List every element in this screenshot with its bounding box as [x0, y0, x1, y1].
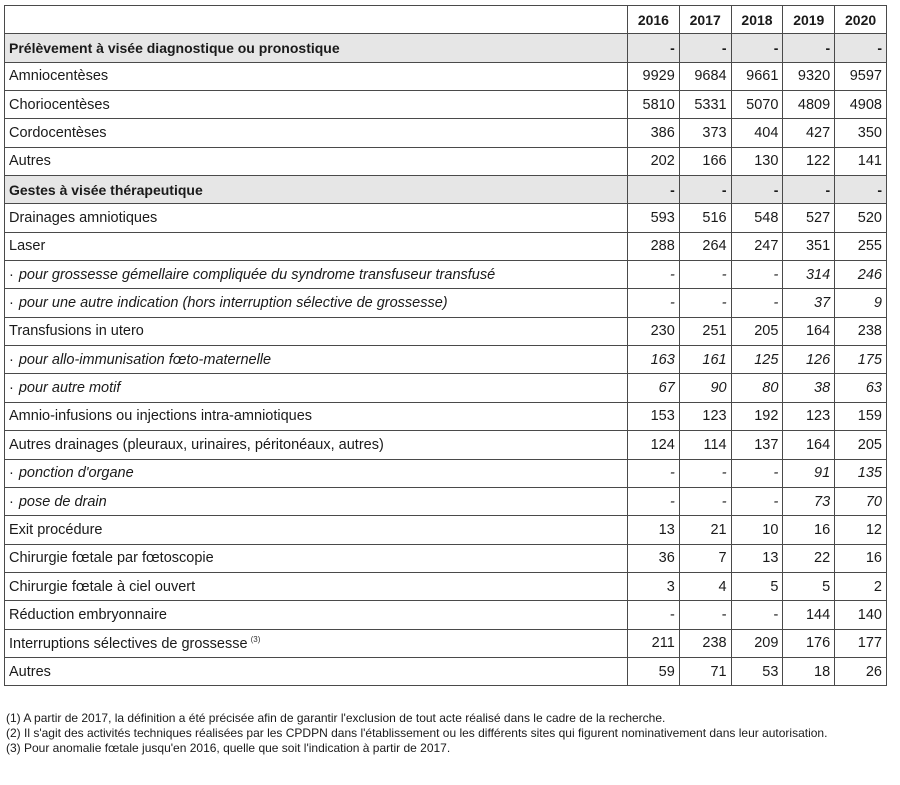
value-cell: 548 — [731, 204, 783, 232]
row-label-cell — [5, 289, 628, 317]
value-cell: 90 — [679, 374, 731, 402]
value-cell: - — [679, 601, 731, 629]
row-label-cell — [5, 516, 628, 544]
row-label: Transfusions in utero — [9, 323, 144, 340]
section-row — [5, 34, 887, 62]
value-cell: 163 — [628, 346, 680, 374]
value-cell: 9 — [835, 289, 887, 317]
value-cell: 137 — [731, 431, 783, 459]
value-cell: 386 — [628, 119, 680, 147]
value-cell: 9684 — [679, 62, 731, 90]
value-cell: 5 — [731, 572, 783, 600]
sub-row — [5, 346, 887, 374]
sub-row — [5, 261, 887, 289]
footnote: (3) Pour anomalie fœtale jusqu'en 2016, quelle que soit l'indication à partir de 2017. — [6, 741, 451, 755]
value-cell: 593 — [628, 204, 680, 232]
value-cell: - — [628, 289, 680, 317]
bullet-dot-icon: · — [9, 465, 14, 482]
value-cell: 124 — [628, 431, 680, 459]
value-cell: 251 — [679, 317, 731, 345]
value-cell: 314 — [783, 261, 835, 289]
value-cell: 246 — [835, 261, 887, 289]
value-cell: 9597 — [835, 62, 887, 90]
value-cell: 9929 — [628, 62, 680, 90]
value-cell: - — [628, 34, 680, 62]
row-label-cell — [5, 572, 628, 600]
value-cell: 288 — [628, 232, 680, 260]
value-cell: 22 — [783, 544, 835, 572]
value-cell: - — [731, 601, 783, 629]
value-cell: - — [731, 459, 783, 487]
value-cell: 166 — [679, 147, 731, 175]
row-label-cell — [5, 544, 628, 572]
value-cell: 404 — [731, 119, 783, 147]
year-header: 2018 — [731, 6, 783, 34]
value-cell: 63 — [835, 374, 887, 402]
value-cell: 80 — [731, 374, 783, 402]
table-row — [5, 601, 887, 629]
value-cell: 9661 — [731, 62, 783, 90]
value-cell: - — [783, 34, 835, 62]
table-row — [5, 204, 887, 232]
row-label: Autres drainages (pleuraux, urinaires, péritonéaux, autres) — [9, 436, 384, 453]
value-cell: 73 — [783, 487, 835, 515]
value-cell: 4908 — [835, 91, 887, 119]
value-cell: - — [835, 34, 887, 62]
row-label: Amnio-infusions ou injections intra-amniotiques — [9, 408, 313, 425]
row-label-cell — [5, 176, 628, 204]
value-cell: 10 — [731, 516, 783, 544]
table-row — [5, 62, 887, 90]
value-cell: 159 — [835, 402, 887, 430]
value-cell: 205 — [835, 431, 887, 459]
value-cell: 176 — [783, 629, 835, 657]
value-cell: - — [731, 176, 783, 204]
value-cell: 91 — [783, 459, 835, 487]
value-cell: 123 — [679, 402, 731, 430]
row-label: Exit procédure — [9, 521, 103, 538]
value-cell: - — [628, 487, 680, 515]
row-label: pose de drain — [18, 493, 107, 510]
value-cell: 4809 — [783, 91, 835, 119]
row-label-cell — [5, 147, 628, 175]
value-cell: - — [628, 261, 680, 289]
row-label: Cordocentèses — [9, 125, 107, 142]
value-cell: 38 — [783, 374, 835, 402]
value-cell: 350 — [835, 119, 887, 147]
row-label: pour une autre indication (hors interruption sélective de grossesse) — [18, 295, 448, 312]
header-blank-cell — [5, 6, 628, 34]
value-cell: 202 — [628, 147, 680, 175]
row-label-cell — [5, 62, 628, 90]
table-row — [5, 317, 887, 345]
value-cell: 177 — [835, 629, 887, 657]
value-cell: 3 — [628, 572, 680, 600]
row-label-cell — [5, 232, 628, 260]
row-label-cell — [5, 34, 628, 62]
row-label: Choriocentèses — [9, 96, 110, 113]
value-cell: 53 — [731, 657, 783, 685]
sub-row — [5, 289, 887, 317]
row-label-cell — [5, 204, 628, 232]
value-cell: - — [731, 487, 783, 515]
value-cell: - — [679, 459, 731, 487]
value-cell: 255 — [835, 232, 887, 260]
value-cell: 4 — [679, 572, 731, 600]
footnote: (2) Il s'agit des activités techniques réalisées par les CPDPN dans l'établissement ou les différents sites qui figurent nominativement dans leur autorisation. — [6, 726, 828, 740]
row-label-cell — [5, 261, 628, 289]
value-cell: 230 — [628, 317, 680, 345]
row-label: Gestes à visée thérapeutique — [9, 181, 203, 198]
value-cell: 123 — [783, 402, 835, 430]
year-header: 2020 — [835, 6, 887, 34]
value-cell: - — [783, 176, 835, 204]
value-cell: 13 — [731, 544, 783, 572]
value-cell: 7 — [679, 544, 731, 572]
bullet-dot-icon: · — [9, 295, 14, 312]
value-cell: - — [679, 176, 731, 204]
value-cell: - — [679, 261, 731, 289]
row-label: Prélèvement à visée diagnostique ou pronostique — [9, 40, 340, 57]
row-label-cell — [5, 346, 628, 374]
table-row — [5, 516, 887, 544]
value-cell: 125 — [731, 346, 783, 374]
row-label: pour allo-immunisation fœto-maternelle — [18, 351, 272, 368]
row-label: Laser — [9, 238, 46, 255]
row-label-cell — [5, 601, 628, 629]
value-cell: 13 — [628, 516, 680, 544]
value-cell: 37 — [783, 289, 835, 317]
row-label-cell — [5, 402, 628, 430]
sub-row — [5, 459, 887, 487]
value-cell: 18 — [783, 657, 835, 685]
value-cell: - — [731, 34, 783, 62]
row-label: Drainages amniotiques — [9, 210, 158, 227]
table-row — [5, 657, 887, 685]
value-cell: - — [679, 289, 731, 317]
value-cell: 192 — [731, 402, 783, 430]
row-label-cell — [5, 91, 628, 119]
table-row — [5, 402, 887, 430]
value-cell: 264 — [679, 232, 731, 260]
row-label-cell — [5, 431, 628, 459]
value-cell: 5810 — [628, 91, 680, 119]
table-row — [5, 544, 887, 572]
value-cell: 2 — [835, 572, 887, 600]
activity-table — [4, 5, 887, 686]
table-body — [5, 34, 887, 686]
value-cell: 427 — [783, 119, 835, 147]
row-label-cell — [5, 119, 628, 147]
value-cell: 122 — [783, 147, 835, 175]
value-cell: 16 — [835, 544, 887, 572]
value-cell: - — [679, 34, 731, 62]
value-cell: 67 — [628, 374, 680, 402]
value-cell: 36 — [628, 544, 680, 572]
table-row — [5, 572, 887, 600]
value-cell: 209 — [731, 629, 783, 657]
table-row — [5, 431, 887, 459]
section-row — [5, 176, 887, 204]
value-cell: - — [628, 459, 680, 487]
value-cell: 164 — [783, 317, 835, 345]
value-cell: 141 — [835, 147, 887, 175]
value-cell: 516 — [679, 204, 731, 232]
bullet-dot-icon: · — [9, 266, 14, 283]
value-cell: 12 — [835, 516, 887, 544]
value-cell: 351 — [783, 232, 835, 260]
value-cell: 161 — [679, 346, 731, 374]
value-cell: 26 — [835, 657, 887, 685]
table-row — [5, 629, 887, 657]
year-header: 2017 — [679, 6, 731, 34]
row-label: Autres — [9, 153, 51, 170]
table-row — [5, 91, 887, 119]
value-cell: 5331 — [679, 91, 731, 119]
value-cell: 9320 — [783, 62, 835, 90]
value-cell: 140 — [835, 601, 887, 629]
value-cell: 373 — [679, 119, 731, 147]
value-cell: 130 — [731, 147, 783, 175]
value-cell: - — [835, 176, 887, 204]
value-cell: 126 — [783, 346, 835, 374]
sub-row — [5, 487, 887, 515]
row-label: Amniocentèses — [9, 68, 109, 85]
value-cell: 238 — [679, 629, 731, 657]
value-cell: - — [679, 487, 731, 515]
row-label: Chirurgie fœtale à ciel ouvert — [9, 578, 196, 595]
value-cell: 211 — [628, 629, 680, 657]
value-cell: 70 — [835, 487, 887, 515]
value-cell: 205 — [731, 317, 783, 345]
bullet-dot-icon: · — [9, 493, 14, 510]
table-row — [5, 147, 887, 175]
value-cell: 175 — [835, 346, 887, 374]
row-label: Autres — [9, 663, 51, 680]
row-label: Interruptions sélectives de grossesse — [9, 635, 248, 652]
value-cell: 144 — [783, 601, 835, 629]
footnote: (1) A partir de 2017, la définition a été précisée afin de garantir l'exclusion de tout acte réalisé dans le cadre de la recherche. — [6, 711, 666, 725]
value-cell: - — [628, 176, 680, 204]
row-label-cell — [5, 487, 628, 515]
row-label: Chirurgie fœtale par fœtoscopie — [9, 550, 214, 567]
row-label: Réduction embryonnaire — [9, 606, 167, 623]
row-label-cell — [5, 374, 628, 402]
value-cell: 5070 — [731, 91, 783, 119]
value-cell: - — [628, 601, 680, 629]
value-cell: 5 — [783, 572, 835, 600]
value-cell: 59 — [628, 657, 680, 685]
value-cell: 16 — [783, 516, 835, 544]
value-cell: 135 — [835, 459, 887, 487]
value-cell: 114 — [679, 431, 731, 459]
sub-row — [5, 374, 887, 402]
row-label-cell — [5, 459, 628, 487]
value-cell: 71 — [679, 657, 731, 685]
value-cell: - — [731, 289, 783, 317]
value-cell: 153 — [628, 402, 680, 430]
table-row — [5, 119, 887, 147]
value-cell: 164 — [783, 431, 835, 459]
value-cell: - — [731, 261, 783, 289]
header-row — [5, 6, 887, 34]
value-cell: 520 — [835, 204, 887, 232]
footnote-marker: (3) — [250, 634, 261, 644]
year-header: 2019 — [783, 6, 835, 34]
value-cell: 247 — [731, 232, 783, 260]
table-row — [5, 232, 887, 260]
value-cell: 238 — [835, 317, 887, 345]
bullet-dot-icon: · — [9, 351, 14, 368]
value-cell: 527 — [783, 204, 835, 232]
row-label-cell — [5, 657, 628, 685]
row-label: ponction d'organe — [18, 465, 134, 482]
row-label: pour grossesse gémellaire compliquée du syndrome transfuseur transfusé — [18, 266, 496, 283]
footnotes — [6, 711, 896, 756]
year-header: 2016 — [628, 6, 680, 34]
row-label: pour autre motif — [18, 380, 121, 397]
value-cell: 21 — [679, 516, 731, 544]
row-label-cell — [5, 317, 628, 345]
row-label-cell — [5, 629, 628, 657]
bullet-dot-icon: · — [9, 380, 14, 397]
